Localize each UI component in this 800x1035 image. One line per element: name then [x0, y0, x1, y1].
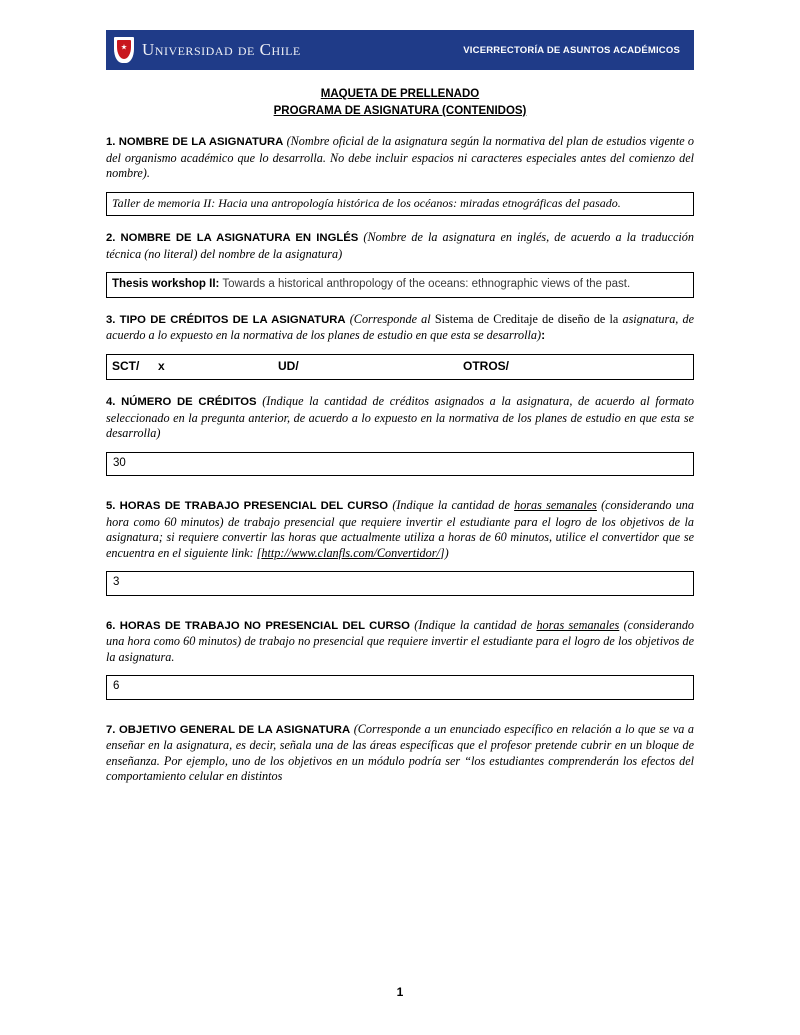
header-banner	[106, 30, 694, 70]
question-6-hint-pre: (Indique la cantidad de	[414, 617, 537, 632]
question-2-label: NOMBRE DE LA ASIGNATURA EN INGLÉS	[120, 232, 359, 244]
credit-option-sct-value[interactable]: x	[158, 358, 165, 373]
question-5-hint-end: ])	[439, 545, 449, 560]
question-4-label: NÚMERO DE CRÉDITOS	[121, 396, 257, 408]
question-5	[106, 498, 694, 561]
document-title-line-2: PROGRAMA DE ASIGNATURA (CONTENIDOS)	[273, 105, 527, 117]
question-6-label: HORAS DE TRABAJO NO PRESENCIAL DEL CURSO	[119, 619, 410, 632]
question-4-hint: (Indique la cantidad de créditos asignados a la asignatura, de acuerdo al formato seleccionado en la pregunta anterior, de acuerdo a lo expuesto en la normativa de los planes de estudio en que esta se desarrolla)	[106, 394, 694, 440]
answer-field-asignatura-ingles-prefix: Thesis workshop II:	[112, 278, 220, 290]
question-5-hint-emphasis: horas semanales	[514, 498, 597, 512]
document-title-line-1: MAQUETA DE PRELLENADO	[320, 88, 480, 100]
question-5-hint-post: (considerando una hora como 60 minutos) de trabajo presencial que requiere invertir el estudiante para el logro de los objetivos de la asignatura; si requiere convertir las horas que actualmente utiliza a horas de 60 minutos, utilice el convertidor que se encuentra en el siguiente link: [	[106, 498, 694, 560]
question-4-number: 4.	[106, 396, 116, 408]
answer-field-horas-no-presenciales[interactable]: 6	[106, 675, 694, 700]
question-3	[106, 312, 694, 344]
question-5-label: HORAS DE TRABAJO PRESENCIAL DEL CURSO	[119, 500, 389, 512]
university-name: Universidad de Chile	[142, 40, 301, 59]
question-2	[106, 230, 694, 262]
answer-field-asignatura-ingles-text: Towards a historical anthropology of the oceans: ethnographic views of the past.	[219, 278, 631, 290]
answer-field-numero-creditos[interactable]: 30	[106, 452, 694, 477]
question-2-hint: (Nombre de la asignatura en inglés, de acuerdo a la traducción técnica (no literal) del nombre de la asignatura)	[106, 230, 694, 261]
question-6-hint-emphasis: horas semanales	[536, 617, 620, 632]
question-7-label: OBJETIVO GENERAL DE LA ASIGNATURA	[118, 723, 351, 736]
question-7-hint: (Corresponde a un enunciado específico en relación a lo que se va a enseñar en la asignatura, es decir, señala una de las áreas específicas que el profesor pretende cubrir en un bloque de enseñanza. Por ejemplo, uno de los objetivos en un módulo podría ser “los estudiantes comprenderán los efectos del comportamiento celular en distintos	[106, 721, 694, 783]
answer-field-asignatura-ingles[interactable]	[106, 272, 694, 298]
question-7-number: 7.	[106, 723, 116, 736]
question-6-number: 6.	[106, 619, 116, 632]
page-number: 1	[396, 985, 404, 999]
question-3-hint-part-1: (Corresponde al	[349, 311, 431, 326]
office-name: VICERRECTORÍA DE ASUNTOS ACADÉMICOS	[463, 44, 680, 56]
question-5-hint-pre: (Indique la cantidad de	[392, 498, 515, 512]
question-6-hint-post: (considerando una hora como 60 minutos) de trabajo no presencial que requiere invertir el estudiante para el logro de los objetivos de la asignatura.	[106, 617, 695, 664]
question-3-label: TIPO DE CRÉDITOS DE LA ASIGNATURA	[119, 313, 346, 326]
question-3-hint-colon: :	[541, 328, 546, 342]
answer-field-horas-presenciales[interactable]: 3	[106, 571, 694, 596]
question-1-hint: (Nombre oficial de la asignatura según la normativa del plan de estudios vigente o del organismo académico que lo desarrolla. No debe incluir espacios ni caracteres especiales antes del comienzo del nombre).	[106, 134, 695, 180]
page-title	[106, 86, 694, 120]
answer-field-asignatura[interactable]: Taller de memoria II: Hacia una antropología histórica de los océanos: miradas etnográficas del pasado.	[106, 192, 694, 217]
credit-type-row[interactable]	[106, 354, 694, 381]
question-3-hint-part-3: asignatura, de acuerdo a lo expuesto en la normativa de los planes de estudio en que esta se desarrolla)	[106, 311, 695, 342]
question-7	[106, 722, 694, 785]
question-3-hint-part-2: Sistema de Creditaje de diseño de la	[430, 311, 623, 326]
credit-option-sct-label: SCT/	[112, 358, 140, 373]
header-brand	[106, 37, 412, 63]
question-5-number: 5.	[106, 500, 116, 512]
question-1-label: NOMBRE DE LA ASIGNATURA	[118, 136, 284, 148]
question-3-number: 3.	[106, 313, 116, 326]
question-1-number: 1.	[106, 136, 116, 148]
question-6	[106, 618, 694, 666]
converter-link[interactable]: http://www.clanfls.com/Convertidor/	[261, 545, 440, 560]
question-2-number: 2.	[106, 232, 116, 244]
credit-option-ud-label[interactable]: UD/	[278, 358, 299, 373]
page-content	[106, 30, 694, 785]
credit-option-otros-label[interactable]: OTROS/	[463, 358, 510, 373]
question-1	[106, 134, 694, 182]
question-4	[106, 394, 694, 442]
university-crest-icon	[114, 37, 134, 63]
